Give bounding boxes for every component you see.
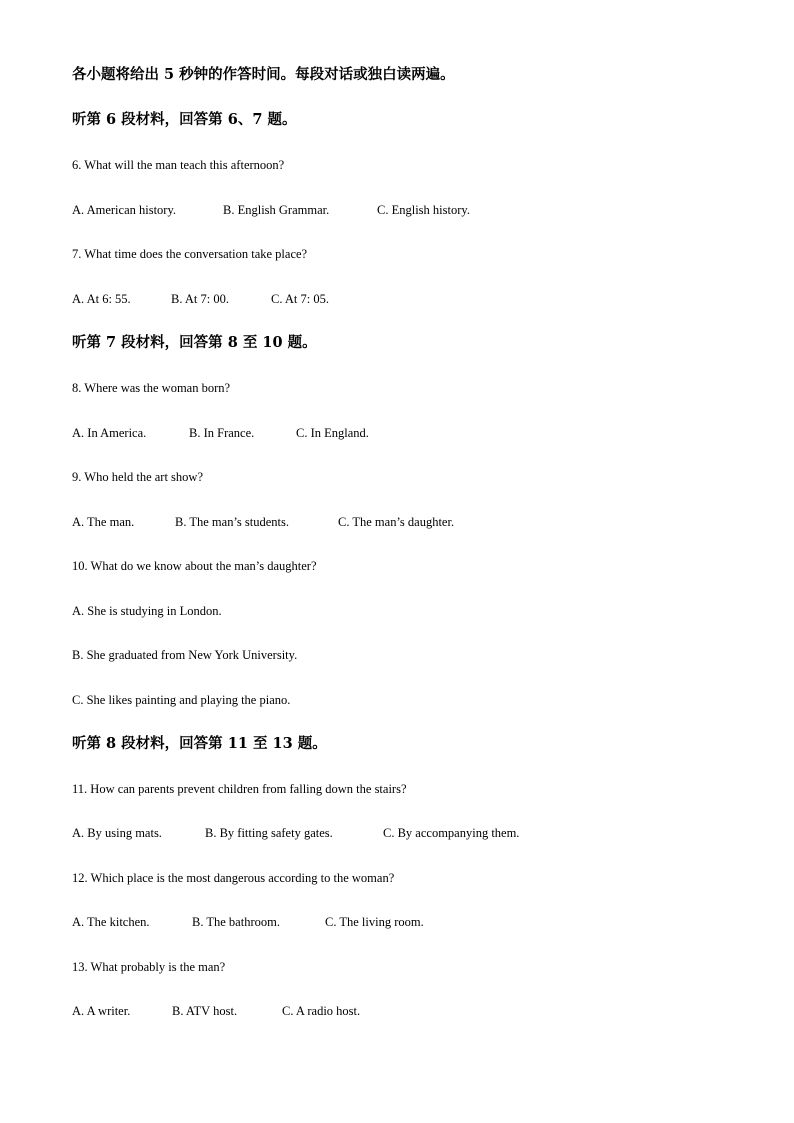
section-heading: 听第 7 段材料，回答第 8 至 10 题。 — [72, 334, 317, 351]
instruction-text: 各小题将给出 5 秒钟的作答时间。每段对话或独白读两遍。 — [72, 66, 455, 83]
option-c: C. The living room. — [325, 915, 424, 929]
option-c: C. By accompanying them. — [383, 826, 520, 840]
option-c: C. At 7: 05. — [271, 292, 329, 306]
section-heading: 听第 6 段材料，回答第 6、7 题。 — [72, 111, 297, 128]
option-b: B. The man’s students. — [175, 515, 290, 529]
option-b: B. By fitting safety gates. — [205, 826, 333, 840]
option-a: A. At 6: 55. — [72, 292, 131, 306]
option-b: B. English Grammar. — [223, 203, 330, 217]
option-c: C. The man’s daughter. — [338, 515, 455, 529]
option-a: A. In America. — [72, 426, 147, 440]
option-a: A. The man. — [72, 515, 135, 529]
option-a: A. A writer. — [72, 1004, 131, 1018]
option-c: C. English history. — [377, 203, 470, 217]
question-11: 11. How can parents prevent children from falling down the stairs? — [72, 782, 407, 796]
option-b: B. ATV host. — [172, 1004, 238, 1018]
option-b: B. In France. — [189, 426, 255, 440]
question-8: 8. Where was the woman born? — [72, 381, 231, 395]
question-12: 12. Which place is the most dangerous according to the woman? — [72, 871, 395, 885]
option-c: C. In England. — [296, 426, 369, 440]
question-7: 7. What time does the conversation take place? — [72, 247, 308, 261]
question-6: 6. What will the man teach this afternoon? — [72, 158, 285, 172]
option-c: C. A radio host. — [282, 1004, 361, 1018]
option-b: B. At 7: 00. — [171, 292, 229, 306]
option-a: A. The kitchen. — [72, 915, 150, 929]
section-heading: 听第 8 段材料，回答第 11 至 13 题。 — [72, 735, 327, 752]
option-b: B. She graduated from New York University. — [72, 648, 298, 662]
option-a: A. American history. — [72, 203, 177, 217]
question-9: 9. Who held the art show? — [72, 470, 203, 484]
question-10: 10. What do we know about the man’s daughter? — [72, 559, 317, 573]
option-a: A. By using mats. — [72, 826, 162, 840]
option-a: A. She is studying in London. — [72, 604, 222, 618]
question-13: 13. What probably is the man? — [72, 960, 226, 974]
option-b: B. The bathroom. — [192, 915, 280, 929]
option-c: C. She likes painting and playing the piano. — [72, 693, 291, 707]
